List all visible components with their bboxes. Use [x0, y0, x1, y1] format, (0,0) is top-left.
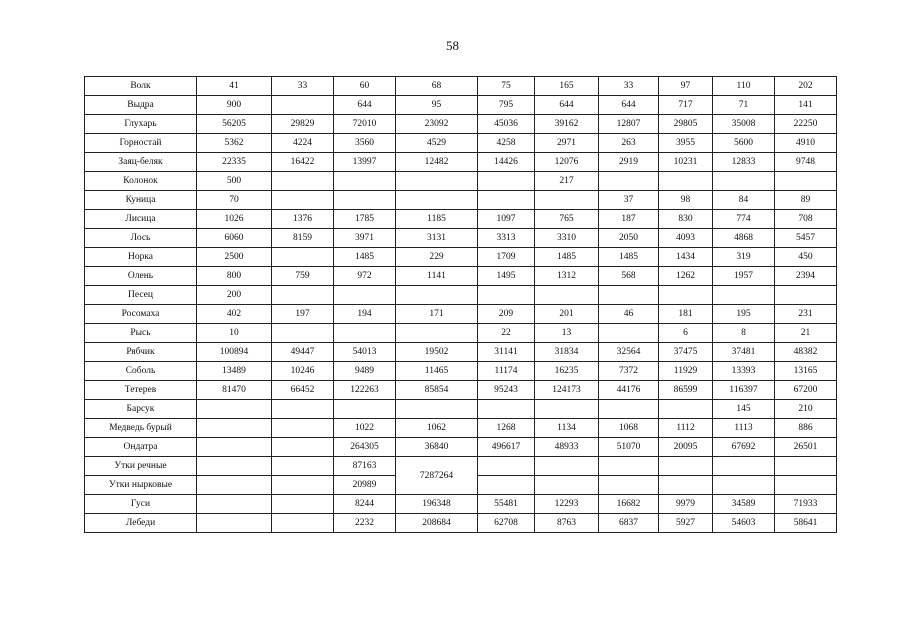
species-name-cell: Утки речные [85, 457, 197, 476]
value-cell: 500 [197, 172, 272, 191]
value-cell: 165 [535, 77, 599, 96]
value-cell: 1376 [272, 210, 334, 229]
value-cell: 1062 [396, 419, 478, 438]
value-cell: 4529 [396, 134, 478, 153]
value-cell [713, 172, 775, 191]
value-cell: 1485 [599, 248, 659, 267]
value-cell: 60 [334, 77, 396, 96]
page-number: 58 [446, 38, 459, 53]
value-cell [197, 400, 272, 419]
value-cell: 31141 [478, 343, 535, 362]
value-cell: 21 [775, 324, 837, 343]
value-cell: 10231 [659, 153, 713, 172]
value-cell [659, 400, 713, 419]
value-cell [713, 286, 775, 305]
value-cell: 58641 [775, 514, 837, 533]
value-cell: 45036 [478, 115, 535, 134]
value-cell [334, 191, 396, 210]
value-cell [334, 286, 396, 305]
value-cell: 1957 [713, 267, 775, 286]
table-row [85, 400, 837, 419]
value-cell: 830 [659, 210, 713, 229]
value-cell: 122263 [334, 381, 396, 400]
value-cell: 3131 [396, 229, 478, 248]
value-cell [272, 96, 334, 115]
value-cell [334, 324, 396, 343]
value-cell: 1268 [478, 419, 535, 438]
table-row [85, 362, 837, 381]
value-cell: 231 [775, 305, 837, 324]
value-cell: 3310 [535, 229, 599, 248]
table-row [85, 381, 837, 400]
value-cell: 644 [599, 96, 659, 115]
table-row [85, 267, 837, 286]
value-cell: 4258 [478, 134, 535, 153]
value-cell: 11465 [396, 362, 478, 381]
value-cell: 13997 [334, 153, 396, 172]
value-cell: 16422 [272, 153, 334, 172]
value-cell [197, 476, 272, 495]
value-cell [396, 400, 478, 419]
species-name-cell: Лось [85, 229, 197, 248]
value-cell [775, 286, 837, 305]
value-cell [197, 457, 272, 476]
value-cell: 10246 [272, 362, 334, 381]
value-cell: 13393 [713, 362, 775, 381]
value-cell: 54603 [713, 514, 775, 533]
value-cell: 145 [713, 400, 775, 419]
value-cell: 1709 [478, 248, 535, 267]
value-cell [272, 438, 334, 457]
value-cell [599, 172, 659, 191]
value-cell [478, 191, 535, 210]
table-row [85, 115, 837, 134]
value-cell: 1097 [478, 210, 535, 229]
value-cell: 34589 [713, 495, 775, 514]
table-row [85, 210, 837, 229]
value-cell: 3560 [334, 134, 396, 153]
species-name-cell: Соболь [85, 362, 197, 381]
value-cell: 210 [775, 400, 837, 419]
value-cell: 10 [197, 324, 272, 343]
value-cell: 217 [535, 172, 599, 191]
value-cell: 75 [478, 77, 535, 96]
value-cell: 496617 [478, 438, 535, 457]
value-cell: 264305 [334, 438, 396, 457]
value-cell: 900 [197, 96, 272, 115]
value-cell: 4868 [713, 229, 775, 248]
value-cell [396, 286, 478, 305]
value-cell: 98 [659, 191, 713, 210]
value-cell: 197 [272, 305, 334, 324]
value-cell: 11929 [659, 362, 713, 381]
value-cell: 644 [535, 96, 599, 115]
value-cell: 2050 [599, 229, 659, 248]
value-cell: 568 [599, 267, 659, 286]
value-cell [599, 457, 659, 476]
table-row [85, 248, 837, 267]
value-cell: 644 [334, 96, 396, 115]
value-cell: 402 [197, 305, 272, 324]
value-cell: 8159 [272, 229, 334, 248]
value-cell: 33 [599, 77, 659, 96]
value-cell: 9979 [659, 495, 713, 514]
value-cell: 14426 [478, 153, 535, 172]
value-cell: 13165 [775, 362, 837, 381]
value-cell: 1312 [535, 267, 599, 286]
value-cell [272, 324, 334, 343]
table-row [85, 77, 837, 96]
value-cell: 181 [659, 305, 713, 324]
table-row [85, 96, 837, 115]
value-cell: 85854 [396, 381, 478, 400]
value-cell: 13489 [197, 362, 272, 381]
value-cell: 12482 [396, 153, 478, 172]
value-cell [272, 476, 334, 495]
game-harvest-table [84, 76, 837, 533]
value-cell: 229 [396, 248, 478, 267]
value-cell [535, 286, 599, 305]
value-cell: 110 [713, 77, 775, 96]
value-cell [659, 286, 713, 305]
value-cell: 1262 [659, 267, 713, 286]
value-cell: 62708 [478, 514, 535, 533]
value-cell: 55481 [478, 495, 535, 514]
value-cell: 29805 [659, 115, 713, 134]
value-cell: 3971 [334, 229, 396, 248]
value-cell: 1022 [334, 419, 396, 438]
species-name-cell: Куница [85, 191, 197, 210]
value-cell: 71933 [775, 495, 837, 514]
value-cell [775, 457, 837, 476]
value-cell: 708 [775, 210, 837, 229]
value-cell: 56205 [197, 115, 272, 134]
value-cell: 67692 [713, 438, 775, 457]
value-cell: 37 [599, 191, 659, 210]
table-row [85, 134, 837, 153]
value-cell: 5457 [775, 229, 837, 248]
value-cell: 759 [272, 267, 334, 286]
value-cell [599, 286, 659, 305]
value-cell: 1485 [334, 248, 396, 267]
value-cell: 9748 [775, 153, 837, 172]
value-cell: 1185 [396, 210, 478, 229]
value-cell: 171 [396, 305, 478, 324]
value-cell: 208684 [396, 514, 478, 533]
value-cell: 795 [478, 96, 535, 115]
value-cell: 6837 [599, 514, 659, 533]
value-cell [272, 495, 334, 514]
value-cell: 51070 [599, 438, 659, 457]
value-cell: 717 [659, 96, 713, 115]
value-cell [599, 476, 659, 495]
value-cell [272, 514, 334, 533]
value-cell: 263 [599, 134, 659, 153]
value-cell: 1485 [535, 248, 599, 267]
value-cell: 194 [334, 305, 396, 324]
value-cell: 3955 [659, 134, 713, 153]
value-cell: 6060 [197, 229, 272, 248]
value-cell: 33 [272, 77, 334, 96]
value-cell: 12807 [599, 115, 659, 134]
value-cell: 202 [775, 77, 837, 96]
species-name-cell: Лебеди [85, 514, 197, 533]
value-cell: 16235 [535, 362, 599, 381]
value-cell: 71 [713, 96, 775, 115]
value-cell: 3313 [478, 229, 535, 248]
value-cell: 319 [713, 248, 775, 267]
species-name-cell: Колонок [85, 172, 197, 191]
value-cell: 48382 [775, 343, 837, 362]
table-row [85, 419, 837, 438]
value-cell: 31834 [535, 343, 599, 362]
value-cell [478, 476, 535, 495]
value-cell: 29829 [272, 115, 334, 134]
value-cell [272, 400, 334, 419]
value-cell [478, 400, 535, 419]
value-cell: 46 [599, 305, 659, 324]
value-cell: 67200 [775, 381, 837, 400]
value-cell [396, 191, 478, 210]
value-cell: 765 [535, 210, 599, 229]
value-cell: 22250 [775, 115, 837, 134]
value-cell [659, 476, 713, 495]
value-cell: 886 [775, 419, 837, 438]
value-cell: 35008 [713, 115, 775, 134]
value-cell: 70 [197, 191, 272, 210]
value-cell: 89 [775, 191, 837, 210]
value-cell [478, 457, 535, 476]
value-cell: 5600 [713, 134, 775, 153]
value-cell: 16682 [599, 495, 659, 514]
table-row [85, 324, 837, 343]
merged-value-cell: 7287264 [396, 457, 478, 495]
species-name-cell: Барсук [85, 400, 197, 419]
value-cell: 100894 [197, 343, 272, 362]
value-cell [535, 400, 599, 419]
value-cell: 5927 [659, 514, 713, 533]
value-cell [272, 286, 334, 305]
value-cell: 4910 [775, 134, 837, 153]
value-cell [713, 476, 775, 495]
species-name-cell: Утки нырковые [85, 476, 197, 495]
value-cell: 450 [775, 248, 837, 267]
species-name-cell: Рябчик [85, 343, 197, 362]
species-name-cell: Росомаха [85, 305, 197, 324]
value-cell: 141 [775, 96, 837, 115]
value-cell [535, 476, 599, 495]
table-row [85, 305, 837, 324]
value-cell: 20095 [659, 438, 713, 457]
species-name-cell: Тетерев [85, 381, 197, 400]
value-cell: 68 [396, 77, 478, 96]
value-cell [197, 419, 272, 438]
value-cell: 2919 [599, 153, 659, 172]
value-cell: 124173 [535, 381, 599, 400]
table-row [85, 457, 837, 476]
table-row [85, 191, 837, 210]
table-row [85, 438, 837, 457]
species-name-cell: Волк [85, 77, 197, 96]
value-cell: 1112 [659, 419, 713, 438]
value-cell: 23092 [396, 115, 478, 134]
value-cell [396, 172, 478, 191]
value-cell: 22 [478, 324, 535, 343]
species-name-cell: Лисица [85, 210, 197, 229]
value-cell [272, 457, 334, 476]
value-cell: 4093 [659, 229, 713, 248]
species-name-cell: Горностай [85, 134, 197, 153]
species-name-cell: Медведь бурый [85, 419, 197, 438]
value-cell: 95243 [478, 381, 535, 400]
value-cell: 66452 [272, 381, 334, 400]
value-cell [478, 286, 535, 305]
value-cell: 1495 [478, 267, 535, 286]
value-cell [713, 457, 775, 476]
value-cell [197, 438, 272, 457]
value-cell: 39162 [535, 115, 599, 134]
value-cell: 2394 [775, 267, 837, 286]
value-cell: 972 [334, 267, 396, 286]
table-row [85, 153, 837, 172]
value-cell: 209 [478, 305, 535, 324]
value-cell [659, 457, 713, 476]
value-cell [396, 324, 478, 343]
value-cell: 9489 [334, 362, 396, 381]
species-name-cell: Норка [85, 248, 197, 267]
value-cell: 1141 [396, 267, 478, 286]
value-cell: 774 [713, 210, 775, 229]
species-name-cell: Заяц-беляк [85, 153, 197, 172]
species-name-cell: Олень [85, 267, 197, 286]
value-cell: 36840 [396, 438, 478, 457]
value-cell: 13 [535, 324, 599, 343]
value-cell: 12833 [713, 153, 775, 172]
value-cell: 2232 [334, 514, 396, 533]
value-cell: 54013 [334, 343, 396, 362]
value-cell: 1434 [659, 248, 713, 267]
value-cell: 87163 [334, 457, 396, 476]
value-cell [535, 191, 599, 210]
value-cell [334, 400, 396, 419]
value-cell: 12076 [535, 153, 599, 172]
value-cell: 1026 [197, 210, 272, 229]
value-cell: 97 [659, 77, 713, 96]
table-row [85, 514, 837, 533]
value-cell: 84 [713, 191, 775, 210]
value-cell [272, 419, 334, 438]
table-row [85, 343, 837, 362]
value-cell [272, 248, 334, 267]
value-cell [535, 457, 599, 476]
value-cell [272, 172, 334, 191]
value-cell: 72010 [334, 115, 396, 134]
value-cell [659, 172, 713, 191]
value-cell: 800 [197, 267, 272, 286]
value-cell: 1785 [334, 210, 396, 229]
value-cell [197, 495, 272, 514]
value-cell: 8244 [334, 495, 396, 514]
species-name-cell: Выдра [85, 96, 197, 115]
table-row [85, 286, 837, 305]
value-cell: 1113 [713, 419, 775, 438]
value-cell: 22335 [197, 153, 272, 172]
value-cell: 200 [197, 286, 272, 305]
value-cell: 196348 [396, 495, 478, 514]
value-cell: 37481 [713, 343, 775, 362]
value-cell [272, 191, 334, 210]
value-cell: 2971 [535, 134, 599, 153]
value-cell: 201 [535, 305, 599, 324]
species-name-cell: Рысь [85, 324, 197, 343]
value-cell: 41 [197, 77, 272, 96]
value-cell: 81470 [197, 381, 272, 400]
species-name-cell: Песец [85, 286, 197, 305]
value-cell: 19502 [396, 343, 478, 362]
value-cell [599, 324, 659, 343]
value-cell: 2500 [197, 248, 272, 267]
value-cell: 1068 [599, 419, 659, 438]
value-cell: 37475 [659, 343, 713, 362]
value-cell [334, 172, 396, 191]
value-cell: 4224 [272, 134, 334, 153]
value-cell: 5362 [197, 134, 272, 153]
table-row [85, 495, 837, 514]
value-cell: 6 [659, 324, 713, 343]
value-cell [775, 172, 837, 191]
value-cell: 8763 [535, 514, 599, 533]
value-cell: 26501 [775, 438, 837, 457]
value-cell: 95 [396, 96, 478, 115]
value-cell: 187 [599, 210, 659, 229]
value-cell: 44176 [599, 381, 659, 400]
value-cell: 1134 [535, 419, 599, 438]
species-name-cell: Гуси [85, 495, 197, 514]
value-cell: 86599 [659, 381, 713, 400]
value-cell: 11174 [478, 362, 535, 381]
value-cell [599, 400, 659, 419]
value-cell: 48933 [535, 438, 599, 457]
table-row [85, 172, 837, 191]
value-cell: 8 [713, 324, 775, 343]
value-cell: 195 [713, 305, 775, 324]
value-cell: 20989 [334, 476, 396, 495]
value-cell [197, 514, 272, 533]
value-cell [478, 172, 535, 191]
value-cell: 7372 [599, 362, 659, 381]
table-row [85, 229, 837, 248]
value-cell: 32564 [599, 343, 659, 362]
value-cell: 116397 [713, 381, 775, 400]
value-cell: 49447 [272, 343, 334, 362]
species-name-cell: Глухарь [85, 115, 197, 134]
value-cell [775, 476, 837, 495]
species-name-cell: Ондатра [85, 438, 197, 457]
value-cell: 12293 [535, 495, 599, 514]
